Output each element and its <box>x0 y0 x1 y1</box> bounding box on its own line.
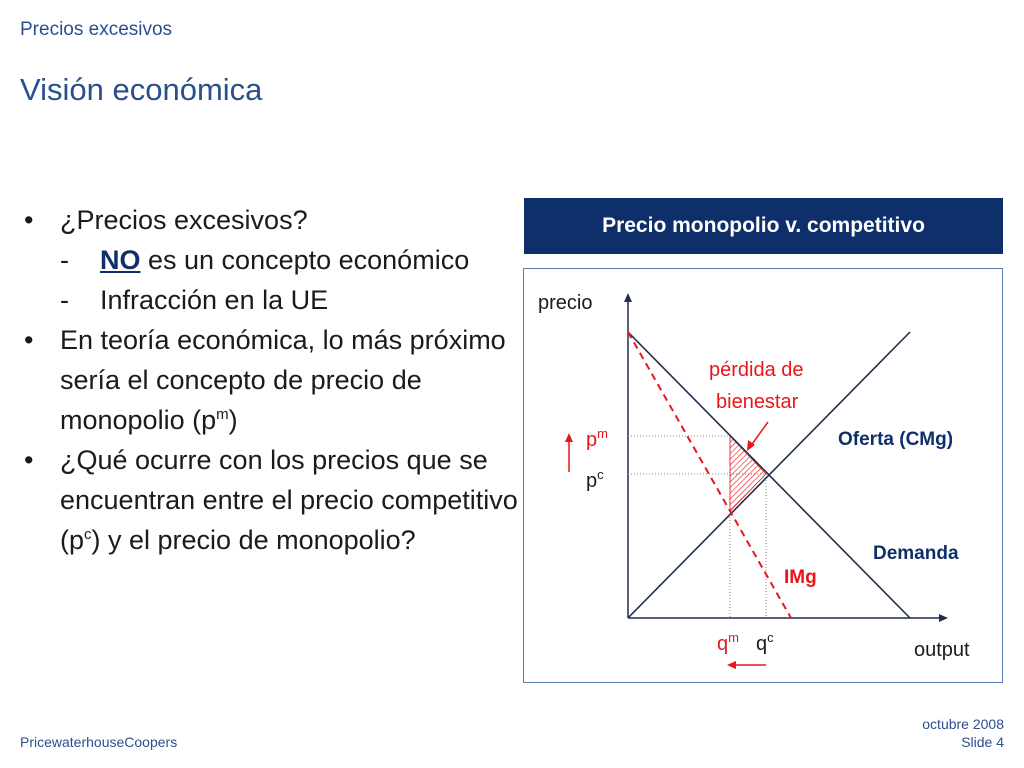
sub-bullet-item <box>24 280 524 320</box>
demand-label: Demanda <box>873 543 959 564</box>
slide-title: Visión económica <box>20 72 263 107</box>
supply-demand-diagram <box>523 268 1003 683</box>
bullet-item <box>24 320 524 440</box>
price-up-arrow-head <box>565 433 573 442</box>
sub-bullet-text: Infracción en la UE <box>100 285 329 315</box>
monopoly-price-label <box>586 426 608 451</box>
bullet-list <box>24 200 524 560</box>
bullet-text: ¿Qué ocurre con los precios que se encuentran entre el precio competitivo (p <box>60 445 518 555</box>
deadweight-label-line2: bienestar <box>716 391 799 413</box>
bullet-text: En teoría económica, lo más próximo sería el concepto de precio de monopolio (p <box>60 325 506 435</box>
section-label: Precios excesivos <box>20 19 173 40</box>
bullet-item <box>24 440 524 560</box>
superscript: c <box>84 526 92 543</box>
quantity-down-arrow-head <box>727 661 736 669</box>
competitive-price-sup: c <box>597 467 604 482</box>
monopoly-quantity-sup: m <box>728 630 739 645</box>
competitive-quantity-sup: c <box>767 630 774 645</box>
dash-mark: - <box>60 245 69 275</box>
diagram-svg <box>524 269 1004 684</box>
bullet-text-tail: ) y el precio de monopolio? <box>91 525 416 555</box>
y-axis-label: precio <box>538 292 593 314</box>
diagram-header: Precio monopolio v. competitivo <box>524 198 1003 254</box>
monopoly-price-base: p <box>586 429 598 451</box>
superscript: m <box>216 406 229 423</box>
deadweight-pointer <box>750 422 768 447</box>
bullet-item <box>24 200 524 240</box>
supply-label: Oferta (CMg) <box>838 429 954 450</box>
competitive-quantity-label <box>756 630 774 655</box>
x-axis-arrow <box>939 614 948 622</box>
competitive-price-base: p <box>586 470 598 492</box>
footer-info <box>922 715 1004 751</box>
footer-date: octubre 2008 <box>922 716 1004 732</box>
competitive-price-label <box>586 467 604 492</box>
bullet-mark: • <box>24 205 34 235</box>
marginal-revenue-label: IMg <box>784 567 817 588</box>
monopoly-quantity-label <box>717 630 739 655</box>
no-emphasis: NO <box>100 245 141 275</box>
monopoly-quantity-base: q <box>717 633 729 655</box>
competitive-quantity-base: q <box>756 633 768 655</box>
y-axis-arrow <box>624 293 632 302</box>
monopoly-price-sup: m <box>597 426 608 441</box>
dash-mark: - <box>60 285 69 315</box>
bullet-text: ¿Precios excesivos? <box>60 205 308 235</box>
sub-bullet-item <box>24 240 524 280</box>
bullet-mark: • <box>24 445 34 475</box>
x-axis-label: output <box>914 639 970 661</box>
bullet-text-tail: ) <box>228 405 238 435</box>
company-name: PricewaterhouseCoopers <box>20 734 178 750</box>
bullet-mark: • <box>24 325 34 355</box>
slide-number: Slide 4 <box>961 734 1004 750</box>
deadweight-label-line1: pérdida de <box>709 359 804 381</box>
sub-bullet-text: es un concepto económico <box>140 245 470 275</box>
